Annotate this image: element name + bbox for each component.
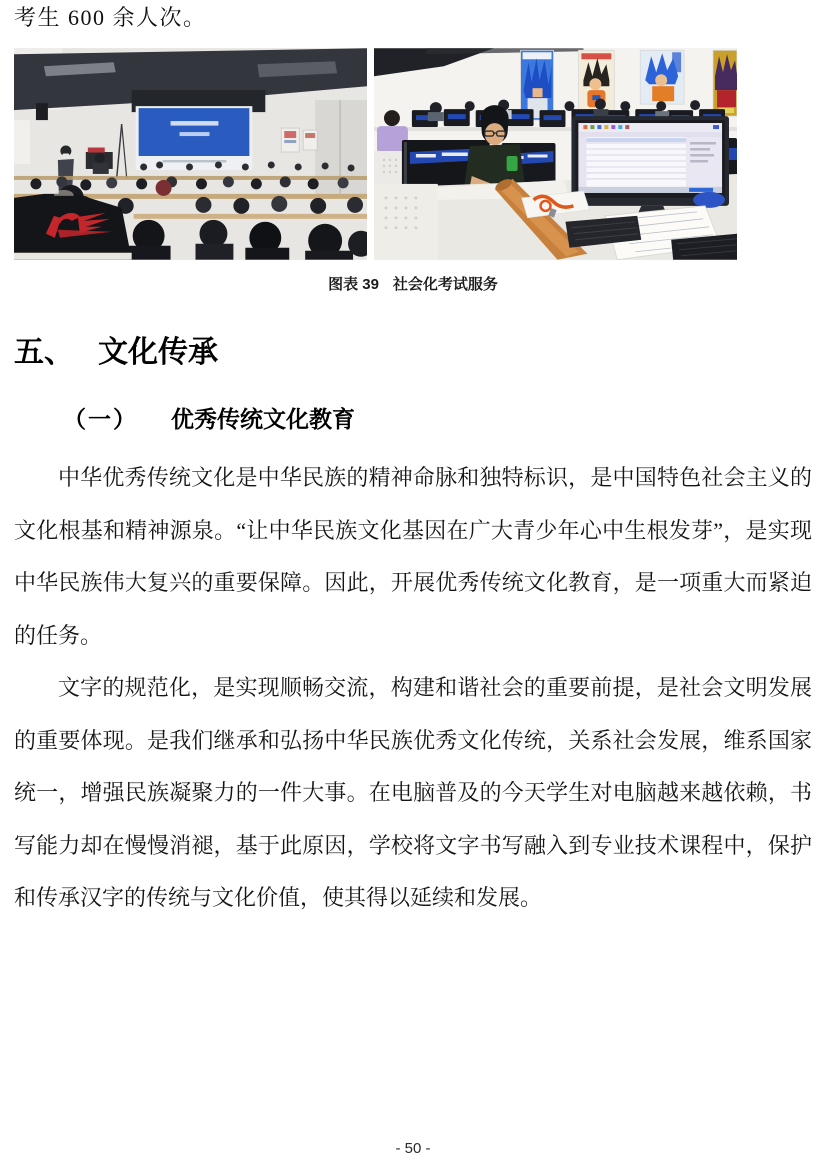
body-paragraph-2: 文字的规范化，是实现顺畅交流，构建和谐社会的重要前提，是社会文明发展的重要体现。是我们继承和弘扬中华民族优秀文化传统，关系社会发展，维系国家统一，增强民族凝聚力的一件大事。在电脑普及的今天学生对电脑越来越依赖，书写能力却在慢慢消褪，基于此原因，学校将文字书写融入到专业技术课程中，保护和传承汉字的传统与文化价值，使其得以延续和发展。 bbox=[14, 675, 812, 910]
section-heading bbox=[14, 327, 218, 371]
body-paragraph-1: 中华优秀传统文化是中华民族的精神命脉和独特标识，是中国特色社会主义的文化根基和精神源泉。“让中华民族文化基因在广大青少年心中生根发芽”，是实现中华民族伟大复兴的重要保障。因此，开展优秀传统文化教育，是一项重大而紧迫的任务。 bbox=[14, 465, 812, 648]
right-photo-computer-lab bbox=[374, 48, 737, 260]
section-heading-number: 五、 bbox=[14, 336, 74, 369]
figure-caption-title: 社会化考试服务 bbox=[392, 276, 498, 293]
figure bbox=[14, 48, 737, 260]
page-number: - 50 - bbox=[395, 1140, 431, 1157]
section-subheading-number: （一） bbox=[63, 407, 138, 432]
body-text bbox=[14, 452, 812, 925]
speaker-left bbox=[36, 103, 48, 120]
poster-ssb-goku bbox=[640, 50, 684, 104]
section-subheading bbox=[63, 401, 355, 434]
notice-boards bbox=[281, 128, 317, 152]
figure-caption bbox=[0, 273, 826, 294]
left-photo-lecture-hall bbox=[14, 48, 367, 260]
whiteboard-left bbox=[14, 120, 30, 164]
intro-paragraph: 考生 600 余人次。 bbox=[14, 5, 207, 30]
section-heading-title: 文化传承 bbox=[98, 336, 218, 369]
section-subheading-title: 优秀传统文化教育 bbox=[171, 407, 355, 432]
projection-screen bbox=[132, 90, 266, 170]
poster-yugioh bbox=[713, 50, 737, 116]
figure-caption-label: 图表 39 bbox=[328, 276, 379, 293]
